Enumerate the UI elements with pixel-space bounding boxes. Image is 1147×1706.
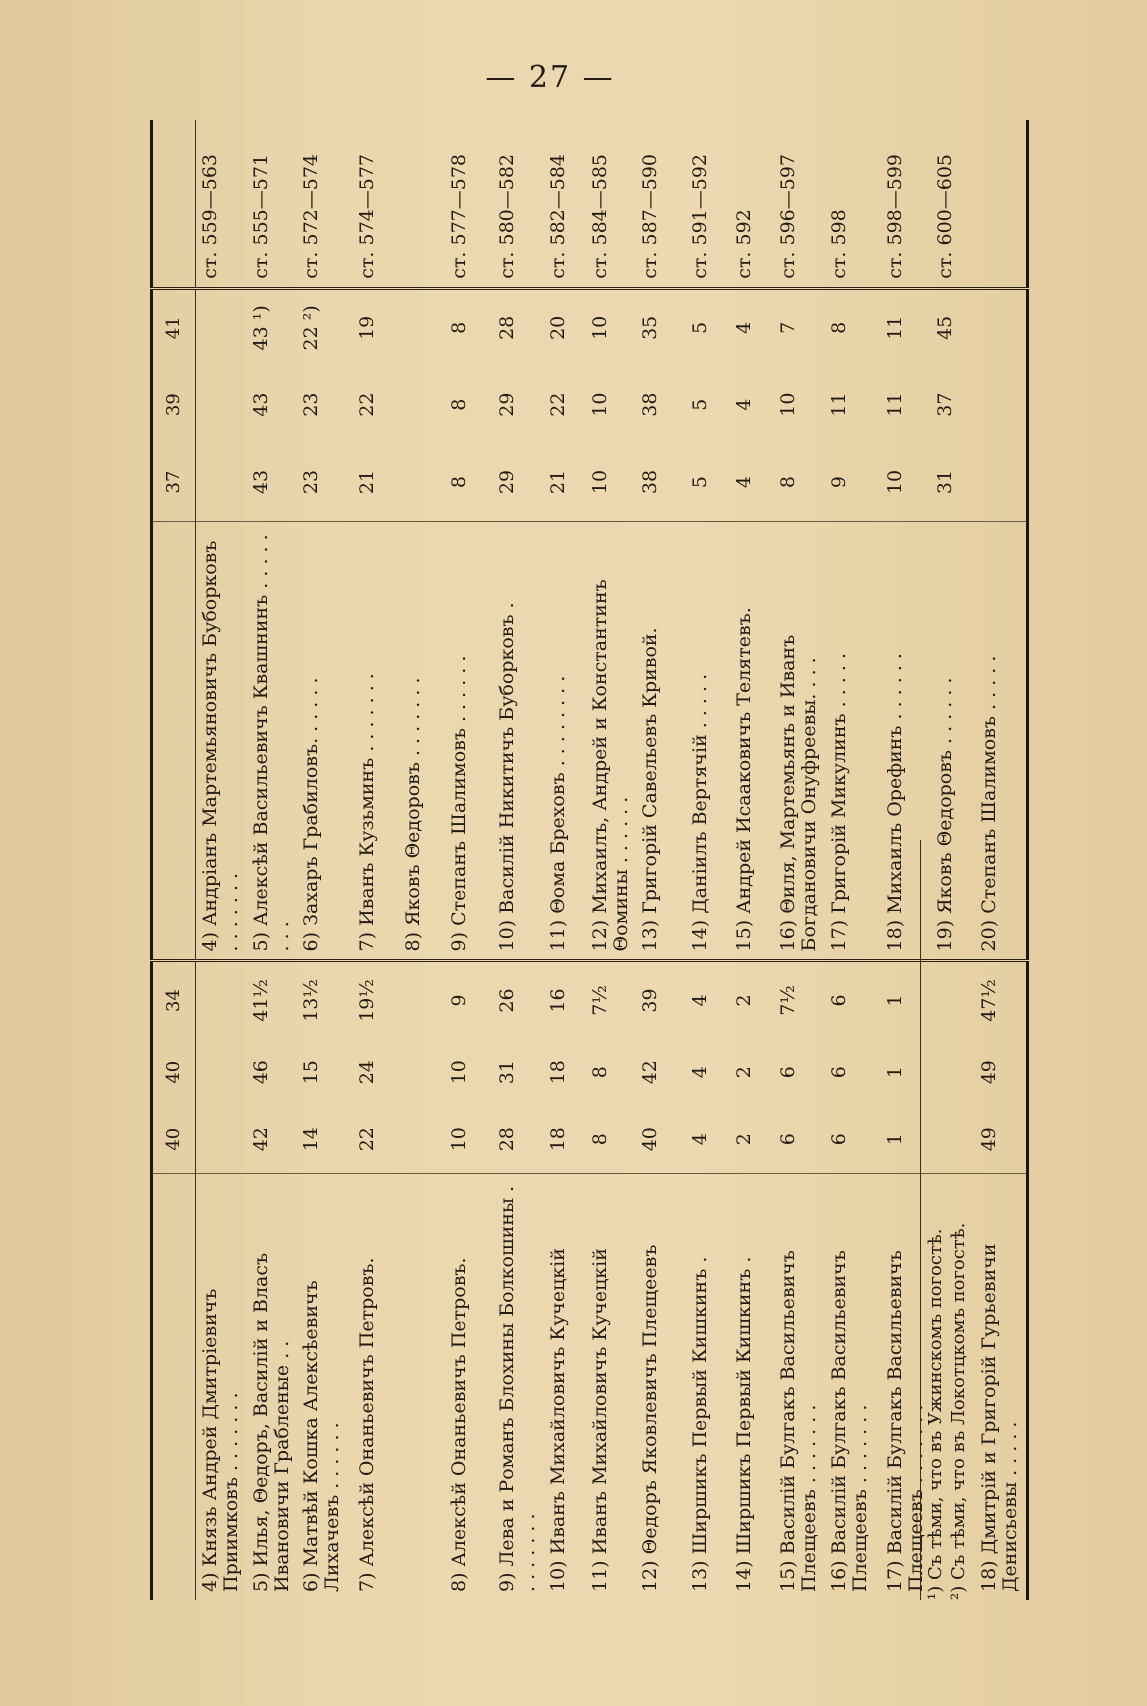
reference-cell: ст. 592 (733, 209, 756, 279)
right-name-cell: 11) Θома Бреховъ . . . . . . . . (544, 521, 586, 961)
right-b-cell (399, 366, 445, 444)
left-a-cell: 1 (883, 1133, 906, 1146)
left-a-cell: 8 (588, 1133, 611, 1146)
left-c-cell: 1 (881, 961, 932, 1039)
right-c-cell (399, 288, 445, 366)
table-row (730, 120, 774, 1600)
table-header-row (152, 120, 196, 1600)
right-b-cell: 10 (588, 392, 611, 417)
left-c-cell: 7½ (586, 961, 637, 1039)
left-b-cell: 2 (733, 1066, 756, 1079)
reference-cell: ст. 582—584 (546, 153, 569, 279)
right-c-cell (196, 288, 247, 366)
left-name-cell: 5) Илья, Θедоръ, Василій и Власъ Ивановичи Грабленые . . (247, 1173, 298, 1600)
right-c-cell: 22 ²) (297, 288, 353, 366)
right-c-cell: 8 (445, 288, 493, 366)
right-b-cell: 23 (300, 392, 323, 417)
right-a-cell: 10 (588, 469, 611, 495)
left-c-cell: 39 (636, 961, 686, 1039)
right-b-cell: 11 (827, 392, 850, 417)
right-a-cell: 8 (448, 475, 471, 489)
ledger-table (150, 120, 1029, 1600)
right-b-cell: 4 (733, 398, 756, 411)
reference-cell: ст. 559—563 (199, 153, 221, 279)
table-row (975, 120, 1027, 1600)
reference-cell: ст. 572—574 (300, 153, 323, 279)
left-a-cell: 28 (496, 1127, 519, 1152)
left-a-cell (399, 1106, 445, 1173)
right-name-cell: 4) Андріанъ Мартемьяновичъ Буборковъ . . . . . . . (196, 521, 247, 961)
table-row (247, 120, 298, 1600)
right-a-cell: 21 (546, 469, 569, 495)
left-a-cell: 14 (300, 1127, 323, 1152)
header-right-name (152, 521, 196, 961)
right-c-cell: 43 ¹) (247, 288, 298, 366)
right-name-cell: 8) Яковъ Θедоровъ . . . . . . . (399, 521, 445, 961)
right-name-cell: 17) Григорій Микулинъ . . . . . (825, 521, 881, 961)
left-name-cell: 18) Дмитрій и Григорій Гурьевичи Денисьевы . . . . . (975, 1173, 1027, 1600)
right-name-cell: 9) Степанъ Шалимовъ . . . . . . (445, 521, 493, 961)
left-a-cell: 4 (689, 1133, 712, 1146)
left-b-cell: 8 (588, 1066, 611, 1079)
left-a-cell: 42 (249, 1127, 272, 1152)
right-a-cell: 21 (356, 469, 379, 495)
left-c-cell: 2 (730, 961, 774, 1039)
right-c-cell: 11 (881, 288, 932, 366)
right-c-cell: 45 (931, 288, 975, 366)
left-c-cell: 19½ (353, 961, 399, 1039)
right-c-cell: 35 (636, 288, 686, 366)
table-row (399, 120, 445, 1600)
right-name-cell: 19) Яковъ Θедоровъ . . . . . . (931, 521, 975, 961)
right-name-cell: 18) Михаилъ Орефинъ . . . . . . (881, 521, 932, 961)
left-a-cell: 18 (546, 1127, 569, 1152)
right-a-cell: 29 (496, 469, 519, 495)
left-b-cell: 4 (689, 1066, 712, 1079)
right-c-cell: 8 (825, 288, 881, 366)
left-c-cell (196, 961, 247, 1039)
table-row (353, 120, 399, 1600)
left-name-cell: 8) Алексѣй Онаньевичъ Петровъ. (445, 1173, 493, 1600)
right-a-cell: 23 (300, 469, 323, 495)
reference-cell: ст. 574—577 (356, 153, 379, 279)
left-a-cell: 40 (639, 1127, 662, 1152)
page-number: — 27 — (485, 60, 615, 95)
footnote-2: ²) Съ тѣми, что въ Локотцкомъ погостѣ. (947, 1222, 969, 1600)
right-name-cell: 13) Григорій Савельевъ Кривой. (636, 521, 686, 961)
right-b-cell: 22 (356, 392, 379, 417)
left-c-cell: 4 (686, 961, 730, 1039)
rotated-table-wrapper (150, 120, 1022, 1600)
right-b-cell (975, 366, 1027, 444)
right-name-cell: 7) Иванъ Кузьминъ . . . . . . . (353, 521, 399, 961)
right-a-cell: 5 (689, 475, 712, 489)
reference-cell: ст. 577—578 (448, 153, 471, 279)
right-a-cell (196, 443, 247, 521)
right-a-cell: 31 (934, 469, 957, 495)
table-row (586, 120, 637, 1600)
left-name-cell: 6) Матвѣй Кошка Алексѣевичъ Лихачевъ . . . . . . (297, 1173, 353, 1600)
reference-cell: ст. 584—585 (588, 153, 611, 279)
reference-cell: ст. 596—597 (777, 153, 800, 279)
left-name-cell: 11) Иванъ Михайловичъ Кучецкій (586, 1173, 637, 1600)
left-name-cell (399, 1173, 445, 1600)
left-b-cell: 31 (496, 1060, 519, 1085)
left-b-cell: 10 (448, 1060, 471, 1085)
right-a-cell: 10 (883, 469, 906, 495)
left-name-cell: 16) Василій Булгакъ Васильевичъ Плещеевъ . . . . . . . (825, 1173, 881, 1600)
right-c-cell: 4 (730, 288, 774, 366)
left-name-cell: 17) Василій Булгакъ Васильевичъ Плещеевъ . . . . . . . (881, 1173, 932, 1600)
header-left-name (152, 1173, 196, 1600)
right-a-cell (975, 443, 1027, 521)
right-a-cell: 9 (827, 475, 850, 489)
table-row (686, 120, 730, 1600)
left-name-cell: 13) Ширшикъ Первый Кишкинъ . (686, 1173, 730, 1600)
header-right-b: 39 (152, 366, 196, 444)
left-a-cell: 6 (777, 1133, 800, 1146)
left-a-cell (196, 1106, 247, 1173)
right-name-cell: 20) Степанъ Шалимовъ . . . . . (975, 521, 1027, 961)
left-c-cell: 9 (445, 961, 493, 1039)
right-b-cell: 8 (448, 398, 471, 411)
reference-cell: ст. 600—605 (934, 153, 957, 279)
left-b-cell: 18 (546, 1060, 569, 1085)
left-b-cell (399, 1039, 445, 1106)
table-row (196, 120, 247, 1600)
right-name-cell: 16) Θиля, Мартемьянъ и Иванъ Богдановичи Онуфреевы. . . . (774, 521, 825, 961)
table-row (636, 120, 686, 1600)
reference-cell (975, 120, 1027, 288)
header-left-c: 34 (152, 961, 196, 1039)
left-c-cell: 16 (544, 961, 586, 1039)
header-right-c: 41 (152, 288, 196, 366)
right-a-cell: 8 (777, 475, 800, 489)
right-b-cell: 11 (883, 392, 906, 417)
right-b-cell: 22 (546, 392, 569, 417)
table-row (445, 120, 493, 1600)
right-c-cell: 20 (544, 288, 586, 366)
left-name-cell: 15) Василій Булгакъ Васильевичъ Плещеевъ . . . . . . . (774, 1173, 825, 1600)
right-c-cell: 10 (586, 288, 637, 366)
right-a-cell: 38 (639, 469, 662, 495)
right-c-cell: 28 (493, 288, 544, 366)
right-name-cell: 6) Захаръ Грабиловъ. . . . . . (297, 521, 353, 961)
table-row (774, 120, 825, 1600)
right-c-cell: 19 (353, 288, 399, 366)
right-name-cell: 14) Даніилъ Вертячій . . . . . (686, 521, 730, 961)
reference-cell: ст. 555—571 (249, 153, 272, 279)
reference-cell: ст. 598 (827, 209, 850, 279)
left-b-cell: 24 (356, 1060, 379, 1085)
left-b-cell: 6 (777, 1066, 800, 1079)
right-name-cell: 15) Андрей Исааковичъ Телятевъ. (730, 521, 774, 961)
left-name-cell: 9) Лева и Романъ Блохины Болкошины . . . . . . . . (493, 1173, 544, 1600)
left-c-cell: 13½ (297, 961, 353, 1039)
right-b-cell: 38 (639, 392, 662, 417)
right-c-cell: 5 (686, 288, 730, 366)
left-name-cell: 14) Ширшикъ Первый Кишкинъ . (730, 1173, 774, 1600)
right-name-cell: 10) Василій Никитичъ Буборковъ . (493, 521, 544, 961)
reference-cell: ст. 587—590 (639, 153, 662, 279)
left-b-cell (196, 1039, 247, 1106)
left-b-cell: 1 (883, 1066, 906, 1079)
right-a-cell: 43 (249, 469, 272, 495)
left-a-cell: 2 (733, 1133, 756, 1146)
left-b-cell: 15 (300, 1060, 323, 1085)
right-b-cell: 37 (934, 392, 957, 417)
right-a-cell (399, 443, 445, 521)
reference-cell (399, 120, 445, 288)
left-name-cell: 10) Иванъ Михайловичъ Кучецкій (544, 1173, 586, 1600)
table-row (297, 120, 353, 1600)
left-name-cell: 12) Θедоръ Яковлевичъ Плещеевъ (636, 1173, 686, 1600)
right-name-cell: 5) Алексѣй Васильевичъ Квашнинъ . . . . . . . . (247, 521, 298, 961)
right-b-cell: 10 (777, 392, 800, 417)
right-c-cell: 7 (774, 288, 825, 366)
footnote-1: ¹) Съ тѣми, что въ Ужинскомъ погостѣ. (925, 1228, 946, 1600)
table-row (493, 120, 544, 1600)
left-b-cell: 42 (639, 1060, 662, 1085)
left-c-cell: 47½ (975, 961, 1027, 1039)
left-b-cell: 46 (249, 1060, 272, 1085)
left-a-cell: 22 (356, 1127, 379, 1152)
left-a-cell: 6 (827, 1133, 850, 1146)
reference-cell: ст. 598—599 (883, 153, 906, 279)
header-ref (152, 120, 196, 288)
left-c-cell (399, 961, 445, 1039)
right-b-cell: 5 (689, 398, 712, 411)
left-a-cell: 10 (448, 1127, 471, 1152)
left-name-cell: 7) Алексѣй Онаньевичъ Петровъ. (353, 1173, 399, 1600)
left-b-cell: 6 (827, 1066, 850, 1079)
reference-cell: ст. 580—582 (496, 153, 519, 279)
left-name-cell: 4) Князь Андрей Дмитріевичъ Приимковъ . . . . . . . (196, 1173, 247, 1600)
left-c-cell: 41½ (247, 961, 298, 1039)
right-c-cell (975, 288, 1027, 366)
left-c-cell: 7½ (774, 961, 825, 1039)
left-c-cell: 6 (825, 961, 881, 1039)
left-a-cell: 49 (978, 1127, 1001, 1152)
right-b-cell: 43 (249, 392, 272, 417)
right-b-cell: 29 (496, 392, 519, 417)
footnotes (920, 840, 970, 1600)
left-b-cell: 49 (978, 1060, 1001, 1085)
right-name-cell: 12) Михаилъ, Андрей и Константинъ Θомины . . . . . . (586, 521, 637, 961)
header-left-a: 40 (152, 1106, 196, 1173)
right-a-cell: 4 (733, 475, 756, 489)
table-row (544, 120, 586, 1600)
header-left-b: 40 (152, 1039, 196, 1106)
reference-cell: ст. 591—592 (689, 153, 712, 279)
left-c-cell: 26 (493, 961, 544, 1039)
header-right-a: 37 (152, 443, 196, 521)
right-b-cell (196, 366, 247, 444)
table-row (825, 120, 881, 1600)
